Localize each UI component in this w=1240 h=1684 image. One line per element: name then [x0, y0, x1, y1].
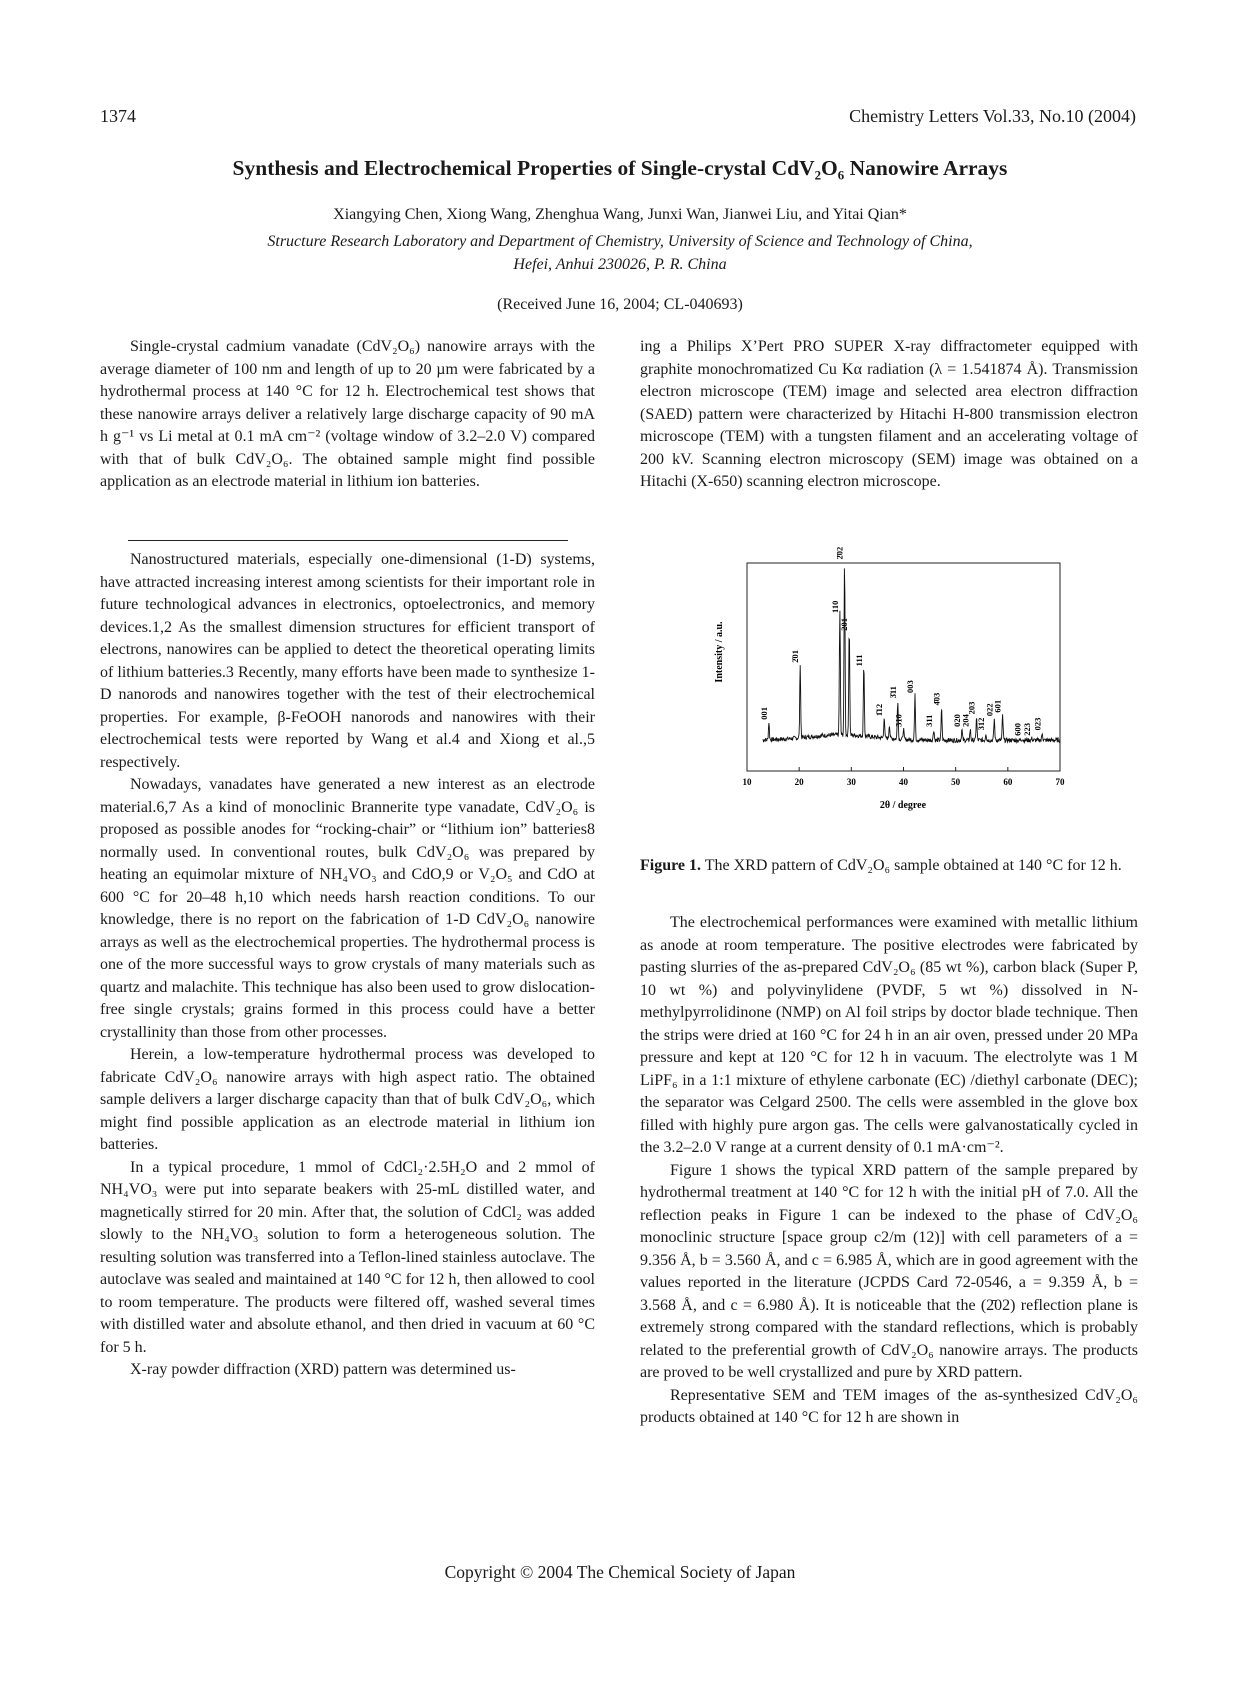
x-tick-label: 20	[794, 777, 804, 787]
peak-label: 201	[839, 617, 850, 631]
y-axis-label: Intensity / a.u.	[714, 621, 725, 683]
figure-caption-text: The XRD pattern of CdV₂O₆ sample obtained at 140 °C for 12 h.	[704, 857, 1122, 874]
peak-label: 204	[960, 714, 971, 727]
paragraph: X-ray powder diffraction (XRD) pattern was determined us-	[130, 1361, 516, 1378]
peak-label: 1̄12	[874, 703, 885, 717]
figure-caption-label: Figure 1.	[640, 857, 702, 874]
journal-header: Chemistry Letters Vol.33, No.10 (2004)	[849, 106, 1136, 126]
peak-label: 601	[992, 699, 1003, 713]
xrd-pattern-line	[763, 568, 1060, 742]
peak-label: 111	[853, 654, 864, 667]
figure-caption	[640, 855, 1138, 878]
peak-label: 4̄03	[931, 692, 942, 706]
paragraph: In a typical procedure, 1 mmol of CdCl₂·2.5H₂O and 2 mmol of NH₄VO₃ were put into separate beakers with 25-mL distilled water, and magnetically stirred for 20 min. After that, the solution of CdCl₂ was added slowly to the NH₄VO₃ solution to form a heterogeneous solution. The resulting solution was transferred into a Teflon-lined stainless autoclave. The autoclave was sealed and maintained at 140 °C for 12 h, then allowed to cool to room temperature. The products were filtered off, washed several times with distilled water and absolute ethanol, and then dried in vacuum at 60 °C for 5 h.	[100, 1158, 595, 1356]
x-tick-label: 30	[846, 777, 856, 787]
peak-label: 003	[904, 680, 915, 694]
abstract-divider	[128, 540, 568, 541]
x-tick-label: 10	[742, 777, 752, 787]
paragraph: Nanostructured materials, especially one-dimensional (1-D) systems, have attracted increasing interest among scientists for their important role in future technological advances in electronics, optoelectronics, and memory devices.1,2 As the smallest dimension structures for efficient transport of electrons, nanowires can be applied to detect the theoretical operating limits of lithium batteries.3 Recently, many efforts have been made to synthesize 1-D nanorods and nanowires together with the test of their electrochemical properties. For example, β-FeOOH nanorods and nanowires with their electrochemical tests were reported by Wang et al.4 and Xiong et al.,5 respectively.	[100, 551, 595, 771]
right-column-body	[640, 912, 1138, 1430]
x-tick-label: 50	[951, 777, 961, 787]
paragraph: Nowadays, vanadates have generated a new interest as an electrode material.6,7 As a kind of monoclinic Brannerite type vanadate, CdV₂O₆ is proposed as possible anodes for “rocking-chair” or “lithium ion” batteries8 normally used. In conventional routes, bulk CdV₂O₆ was prepared by heating an equimolar mixture of NH₄VO₃ and CdO,9 or V₂O₅ and CdO at 600 °C for 20–48 h,10 which needs harsh reaction conditions. To our knowledge, there is no report on the fabrication of 1-D CdV₂O₆ nanowire arrays as well as the electrochemical properties. The hydrothermal process is one of the more successful ways to grow crystals of many materials such as quartz and malachite. This technique has also been used to grow dislocation-free single crystals; grains formed in this process could have a better crystallinity than those from other processes.	[100, 776, 595, 1041]
peak-label: 223	[1021, 723, 1032, 736]
peak-label: 2̄01	[790, 650, 801, 663]
paragraph: ing a Philips X’Pert PRO SUPER X-ray diffractometer equipped with graphite monochromatized Cu Kα radiation (λ = 1.541874 Å). Transmission electron microscope (TEM) image and selected area electron diffraction (SAED) pattern were characterized by Hitachi H-800 transmission electron microscope (TEM) with a tungsten filament and an accelerating voltage of 200 kV. Scanning electron microscopy (SEM) image was obtained on a Hitachi (X-650) scanning electron microscope.	[640, 338, 1138, 490]
received-date: (Received June 16, 2004; CL-040693)	[497, 296, 743, 313]
x-tick-label: 70	[1055, 777, 1065, 787]
paragraph: The electrochemical performances were examined with metallic lithium as anode at room temperature. The positive electrodes were fabricated by pasting slurries of the as-prepared CdV₂O₆ (85 wt %), carbon black (Super P, 10 wt %) and polyvinylidene (PVDF, 5 wt %) dissolved in N-methylpyrrolidinone (NMP) on Al foil strips by doctor blade technique. Then the strips were dried at 160 °C for 24 h in an air oven, pressed under 20 MPa pressure and kept at 120 °C for 12 h in vacuum. The electrolyte was 1 M LiPF₆ in a 1:1 mixture of ethylene carbonate (EC) /diethyl carbonate (DEC); the separator was Celgard 2500. The cells were assembled in the glove box filled with highly pure argon gas. The cells were galvanostatically cycled in the 3.2–2.0 V range at a current density of 0.1 mA·cm⁻².	[640, 914, 1138, 1156]
copyright-footer: Copyright © 2004 The Chemical Society of Japan	[444, 1562, 796, 1582]
abstract	[100, 336, 595, 494]
peak-label: 203	[966, 701, 977, 715]
peak-label: 3̄11	[887, 686, 898, 699]
left-column-body	[100, 549, 595, 1382]
right-column-top	[640, 336, 1138, 494]
paragraph: Figure 1 shows the typical XRD pattern of the sample prepared by hydrothermal treatment at 140 °C for 12 h with the initial pH of 7.0. All the reflection peaks in Figure 1 can be indexed to the phase of CdV₂O₆ monoclinic structure [space group c2/m (12)] with cell parameters of a = 9.356 Å, b = 3.560 Å, and c = 6.985 Å, which are in good agreement with the values reported in the literature (JCPDS Card 72-0546, a = 9.359 Å, b = 3.568 Å, and c = 6.980 Å). It is noticeable that the (2̄02) reflection plane is extremely strong compared with the standard reflections, which is probably related to the preferential growth of CdV₂O₆ nanowire arrays. The products are proved to be well crystallized and pure by XRD pattern.	[640, 1161, 1138, 1381]
affiliation-line-1: Structure Research Laboratory and Department of Chemistry, University of Science and Technology of China,	[267, 233, 973, 250]
peak-label: 600	[1012, 723, 1023, 736]
peak-label: 312	[975, 717, 986, 731]
authors: Xiangying Chen, Xiong Wang, Zhenghua Wang, Junxi Wan, Jianwei Liu, and Yitai Qian*	[333, 206, 907, 223]
page-number: 1374	[100, 106, 136, 126]
peak-label: 2̄02	[834, 546, 845, 560]
x-tick-label: 60	[1003, 777, 1013, 787]
abstract-text: Single-crystal cadmium vanadate (CdV₂O₆) nanowire arrays with the average diameter of 100 nm and length of up to 20 µm were fabricated by a hydrothermal process at 140 °C for 12 h. Electrochemical test shows that these nanowire arrays deliver a relatively large discharge capacity of 90 mA h g⁻¹ vs Li metal at 0.1 mA cm⁻² (voltage window of 3.2–2.0 V) compared with that of bulk CdV₂O₆. The obtained sample might find possible application as an electrode material in lithium ion batteries.	[100, 338, 595, 490]
paragraph: Herein, a low-temperature hydrothermal process was developed to fabricate CdV₂O₆ nanowire arrays with high aspect ratio. The obtained sample delivers a larger discharge capacity than that of bulk CdV₂O₆, which might find possible application as an electrode material in lithium ion batteries.	[100, 1046, 595, 1153]
peak-label: 023	[1032, 717, 1043, 731]
x-axis-label: 2θ / degree	[879, 800, 927, 811]
paper-title: Synthesis and Electrochemical Properties of Single-crystal CdV₂O₆ Nanowire Arrays	[232, 156, 1008, 180]
affiliation	[80, 230, 1160, 276]
peak-label: 310	[893, 714, 904, 727]
peak-label: 001	[758, 706, 769, 720]
peak-label: 020	[951, 714, 962, 727]
peak-label: 311	[923, 714, 934, 727]
peak-label: 110	[829, 600, 840, 613]
paragraph: Representative SEM and TEM images of the as-synthesized CdV₂O₆ products obtained at 140 °C for 12 h are shown in	[640, 1386, 1138, 1426]
affiliation-line-2: Hefei, Anhui 230026, P. R. China	[513, 256, 727, 273]
xrd-chart	[700, 546, 1080, 850]
x-tick-label: 40	[899, 777, 908, 787]
peak-label: 022	[984, 703, 995, 717]
